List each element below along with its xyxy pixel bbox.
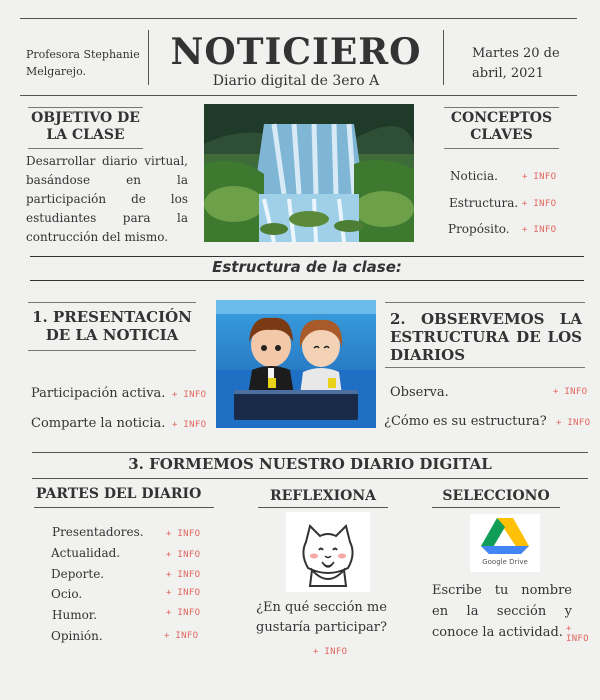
part-deporte: Deporte. xyxy=(51,567,105,581)
concept-estructura: Estructura. xyxy=(449,196,519,210)
issue-date: Martes 20 de abril, 2021 xyxy=(472,46,560,81)
parts-title: PARTES DEL DIARIO xyxy=(36,486,202,502)
header-divider-right xyxy=(443,30,444,85)
reflect-rule xyxy=(258,507,388,508)
section3-title: 3. FORMEMOS NUESTRO DIARIO DIGITAL xyxy=(128,455,492,473)
section1-title: 1. PRESENTACIÓN DE LA NOTICIA xyxy=(32,308,192,344)
parts-rule xyxy=(34,507,214,508)
part-ocio: Ocio. xyxy=(51,587,83,601)
concept-proposito-info-link[interactable]: + INFO xyxy=(522,225,557,235)
news-anchors-image xyxy=(216,300,376,428)
section3-rule-bottom xyxy=(32,478,588,479)
structure-title: Estructura de la clase: xyxy=(212,258,402,276)
section1-item-participacion: Participación activa. xyxy=(31,386,166,401)
part-presentadores-info-link[interactable]: + INFO xyxy=(166,529,201,539)
part-humor-info-link[interactable]: + INFO xyxy=(166,608,201,618)
cat-sticker-image xyxy=(286,512,370,592)
header-bottom-rule xyxy=(20,95,577,96)
section1-item-comparte: Comparte la noticia. xyxy=(31,416,166,431)
part-opinion: Opinión. xyxy=(51,629,103,643)
select-title: SELECCIONO xyxy=(442,488,550,504)
objective-rule-bottom xyxy=(28,148,143,149)
part-ocio-info-link[interactable]: + INFO xyxy=(166,588,201,598)
concept-noticia-info-link[interactable]: + INFO xyxy=(522,172,557,182)
concepts-rule-top xyxy=(444,107,559,108)
section2-item-estructura: ¿Cómo es su estructura? xyxy=(384,414,547,429)
section3-rule-top xyxy=(32,452,588,453)
part-opinion-info-link[interactable]: + INFO xyxy=(164,631,199,641)
author-name: Profesora Stephanie Melgarejo. xyxy=(26,48,140,78)
objective-title: OBJETIVO DE LA CLASE xyxy=(31,110,140,143)
concept-estructura-info-link[interactable]: + INFO xyxy=(522,199,557,209)
top-rule xyxy=(20,18,577,19)
part-actualidad-info-link[interactable]: + INFO xyxy=(166,550,201,560)
google-drive-label: Google Drive xyxy=(482,558,528,566)
select-info-link[interactable]: + INFO xyxy=(566,624,589,644)
concepts-title: CONCEPTOS CLAVES xyxy=(450,110,553,143)
section1-participacion-info-link[interactable]: + INFO xyxy=(172,390,207,400)
part-actualidad: Actualidad. xyxy=(51,546,121,560)
concept-noticia: Noticia. xyxy=(450,169,498,183)
section2-item-observa: Observa. xyxy=(390,385,449,400)
concept-proposito: Propósito. xyxy=(448,222,510,236)
reflect-question: ¿En qué sección me gustaría participar? xyxy=(256,600,387,635)
page-subtitle: Diario digital de 3ero A xyxy=(212,73,380,89)
part-presentadores: Presentadores. xyxy=(52,525,144,539)
section1-rule-bottom xyxy=(28,350,196,351)
page-title: NOTICIERO xyxy=(170,31,422,73)
objective-text: Desarrollar diario virtual, basándose en la participación de los estudiantes para la contrucción del mismo. xyxy=(26,154,188,244)
waterfall-image xyxy=(204,104,414,242)
part-deporte-info-link[interactable]: + INFO xyxy=(166,570,201,580)
section2-estructura-info-link[interactable]: + INFO xyxy=(556,418,591,428)
google-drive-logo[interactable] xyxy=(470,514,540,572)
part-humor: Humor. xyxy=(52,608,98,622)
structure-rule-bottom xyxy=(30,280,584,281)
section2-observa-info-link[interactable]: + INFO xyxy=(553,387,588,397)
section2-rule-top xyxy=(385,302,585,303)
section2-rule-bottom xyxy=(385,367,585,368)
header-divider-left xyxy=(148,30,149,85)
google-drive-icon xyxy=(470,514,540,558)
select-instructions: Escribe tu nombre en la sección y conoce la actividad. xyxy=(432,583,572,640)
select-rule xyxy=(432,507,560,508)
structure-rule-top xyxy=(30,256,584,257)
section1-rule-top xyxy=(28,302,196,303)
reflect-info-link[interactable]: + INFO xyxy=(313,647,348,657)
section2-title: 2. OBSERVEMOS LA ESTRUCTURA DE LOS DIARIOS xyxy=(390,310,582,364)
reflect-title: REFLEXIONA xyxy=(269,488,377,504)
objective-rule-top xyxy=(28,107,143,108)
section1-comparte-info-link[interactable]: + INFO xyxy=(172,420,207,430)
concepts-rule-bottom xyxy=(444,148,559,149)
